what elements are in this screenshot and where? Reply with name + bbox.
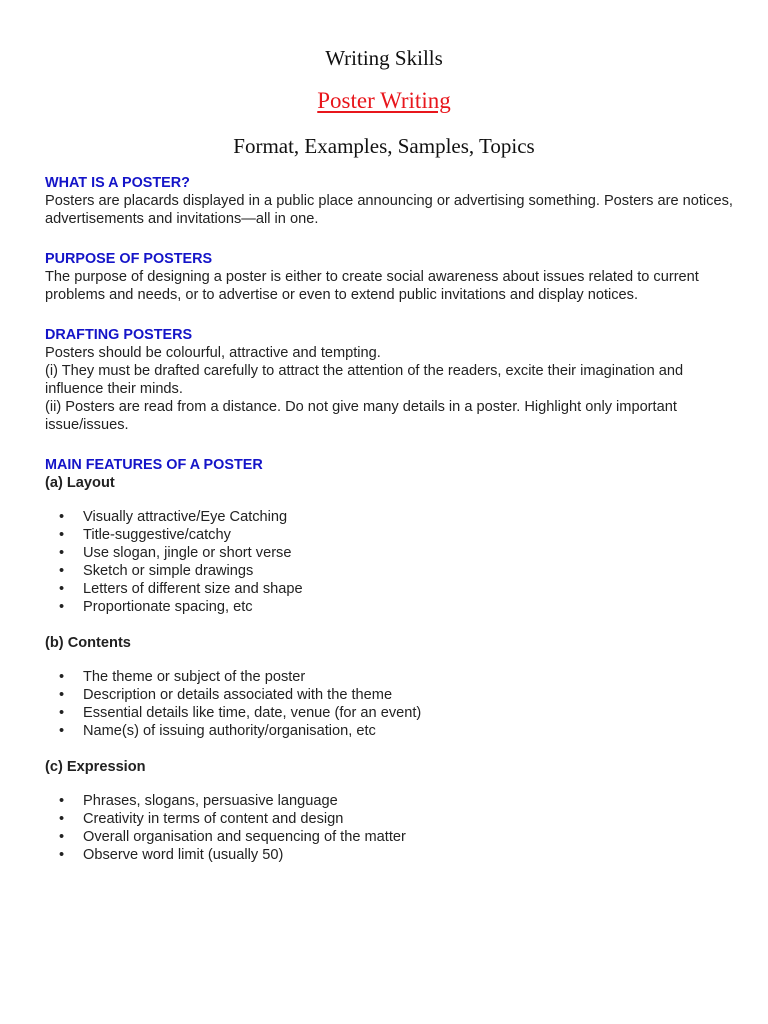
drafting-line: Posters should be colourful, attractive and tempting.	[45, 345, 381, 361]
features-expression-group	[45, 758, 735, 864]
list-item-text: Visually attractive/Eye Catching	[83, 509, 288, 525]
list-item	[45, 722, 735, 740]
list-item-text: Observe word limit (usually 50)	[83, 847, 284, 863]
subsection-label: (c) Expression	[45, 759, 146, 775]
section-heading: MAIN FEATURES OF A POSTER	[45, 457, 263, 473]
bullet-icon: •	[59, 811, 65, 827]
list-item-text: Sketch or simple drawings	[83, 563, 254, 579]
bullet-icon: •	[59, 723, 65, 739]
list-item-text: Creativity in terms of content and design	[83, 811, 344, 827]
document-tagline: Format, Examples, Samples, Topics	[233, 134, 535, 158]
list-item	[45, 668, 735, 686]
list-item-text: Description or details associated with the theme	[83, 687, 393, 703]
section-purpose-of-posters	[45, 250, 735, 304]
document-subtitle: Poster Writing	[317, 88, 451, 113]
list-item	[45, 686, 735, 704]
list-item	[45, 562, 735, 580]
bullet-list	[45, 508, 735, 616]
list-item	[45, 810, 735, 828]
bullet-icon: •	[59, 847, 65, 863]
list-item	[45, 828, 735, 846]
list-item	[45, 598, 735, 616]
section-drafting-posters	[45, 326, 735, 434]
bullet-icon: •	[59, 705, 65, 721]
document-title: Writing Skills	[325, 46, 443, 70]
bullet-icon: •	[59, 687, 65, 703]
list-item	[45, 704, 735, 722]
bullet-icon: •	[59, 599, 65, 615]
section-what-is-a-poster	[45, 174, 735, 228]
list-item-text: Use slogan, jingle or short verse	[83, 545, 292, 561]
bullet-icon: •	[59, 829, 65, 845]
bullet-icon: •	[59, 563, 65, 579]
list-item-text: The theme or subject of the poster	[83, 669, 306, 685]
bullet-icon: •	[59, 509, 65, 525]
section-heading: DRAFTING POSTERS	[45, 327, 193, 343]
bullet-icon: •	[59, 527, 65, 543]
list-item-text: Proportionate spacing, etc	[83, 599, 253, 615]
drafting-line: (i) They must be drafted carefully to attract the attention of the readers, excite their imagination and influence their minds.	[45, 363, 684, 397]
section-heading: WHAT IS A POSTER?	[45, 175, 190, 191]
list-item	[45, 580, 735, 598]
features-layout-group	[45, 474, 735, 616]
list-item-text: Letters of different size and shape	[83, 581, 303, 597]
drafting-line: (ii) Posters are read from a distance. Do not give many details in a poster. Highlight only important issue/issues.	[45, 399, 677, 433]
features-contents-group	[45, 634, 735, 740]
bullet-list	[45, 792, 735, 864]
bullet-icon: •	[59, 793, 65, 809]
subsection-label: (a) Layout	[45, 475, 115, 491]
list-item	[45, 846, 735, 864]
bullet-icon: •	[59, 545, 65, 561]
section-paragraph: The purpose of designing a poster is either to create social awareness about issues related to current problems and needs, or to advertise or even to extend public invitations and display notices.	[45, 269, 699, 303]
list-item-text: Title-suggestive/catchy	[83, 527, 231, 543]
list-item-text: Overall organisation and sequencing of the matter	[83, 829, 406, 845]
section-main-features	[45, 456, 735, 864]
section-paragraph: Posters are placards displayed in a public place announcing or advertising something. Posters are notices, advertisements and invitations—all in one.	[45, 193, 733, 227]
list-item	[45, 526, 735, 544]
list-item	[45, 792, 735, 810]
list-item	[45, 508, 735, 526]
document-body	[45, 174, 735, 882]
list-item-text: Name(s) of issuing authority/organisation, etc	[83, 723, 376, 739]
bullet-icon: •	[59, 581, 65, 597]
bullet-list	[45, 668, 735, 740]
section-heading: PURPOSE OF POSTERS	[45, 251, 213, 267]
list-item-text: Essential details like time, date, venue (for an event)	[83, 705, 422, 721]
bullet-icon: •	[59, 669, 65, 685]
list-item	[45, 544, 735, 562]
subsection-label: (b) Contents	[45, 635, 131, 651]
list-item-text: Phrases, slogans, persuasive language	[83, 793, 338, 809]
